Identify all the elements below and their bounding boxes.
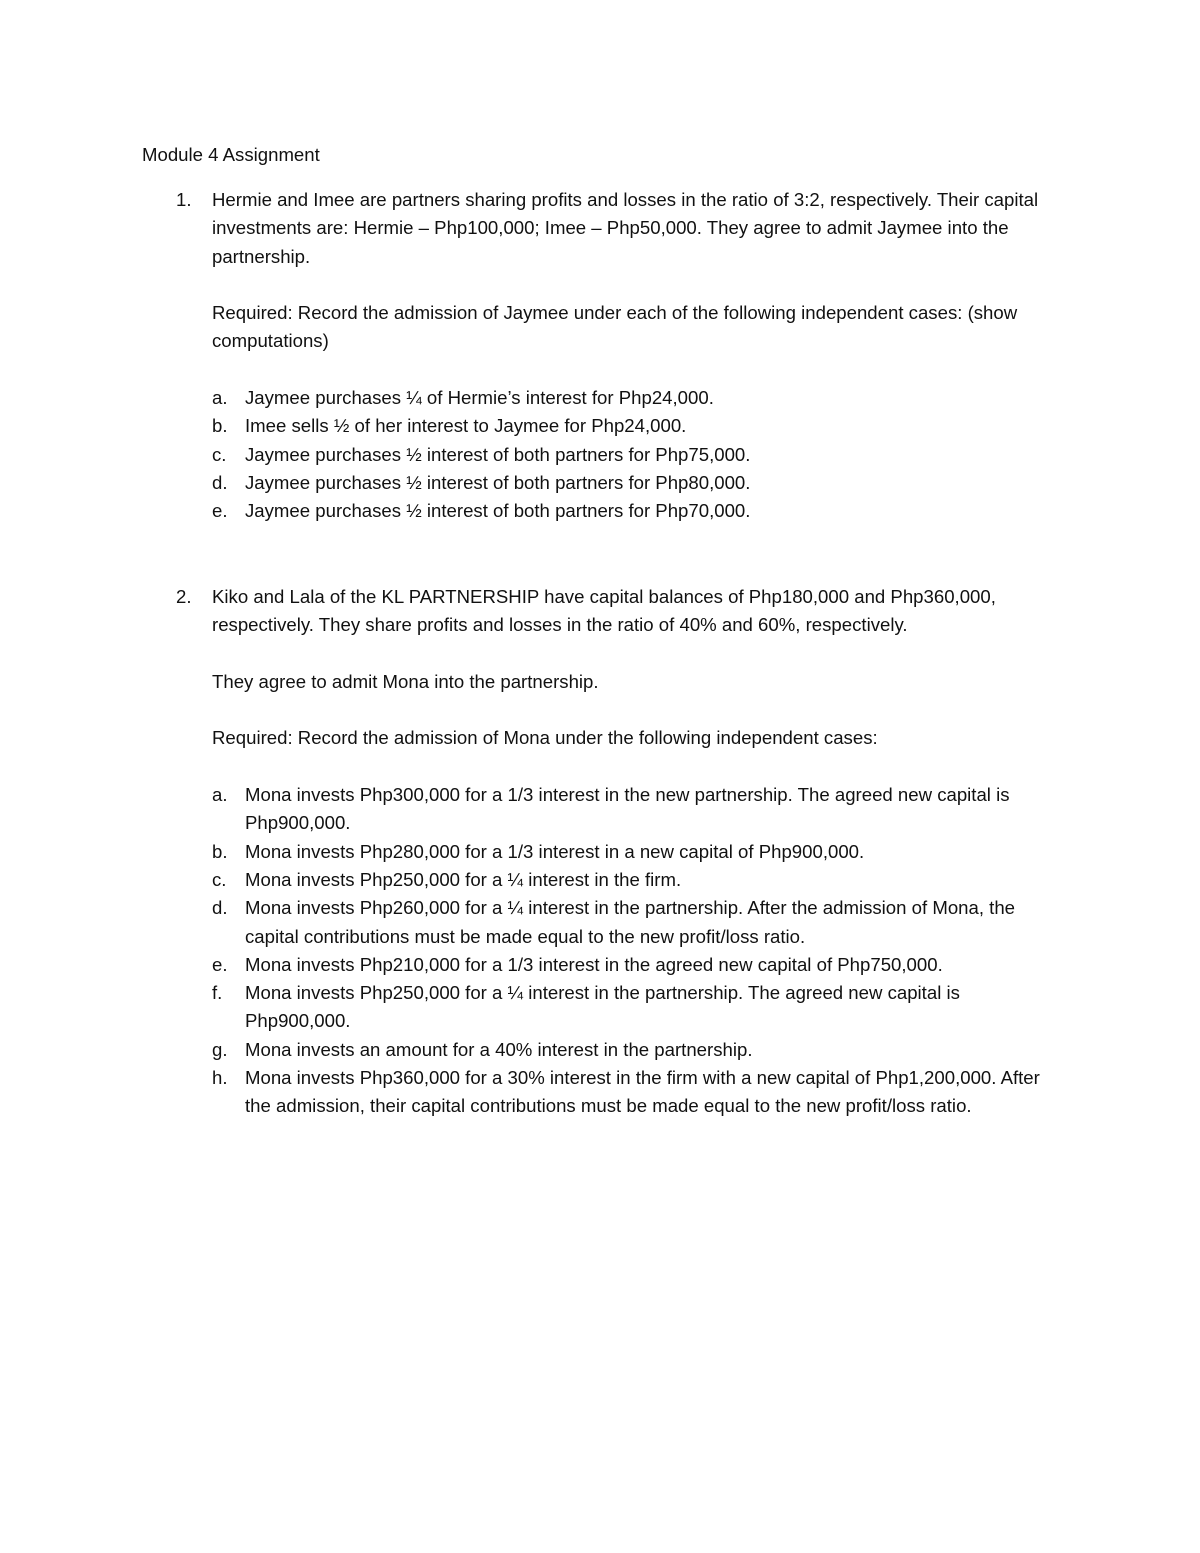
case-text: Jaymee purchases ½ interest of both partners for Php70,000. [245, 500, 751, 522]
case-letter: e. [212, 953, 228, 975]
case-item [212, 412, 1060, 440]
case-letter: b. [212, 840, 228, 862]
case-list [212, 384, 1060, 525]
case-item [212, 894, 1060, 951]
case-text: Mona invests Php280,000 for a 1/3 interest in a new capital of Php900,000. [245, 840, 865, 862]
question-required: Required: Record the admission of Jaymee under each of the following independent cases: (show computations) [212, 302, 1018, 352]
case-letter: e. [212, 500, 228, 522]
case-text: Mona invests Php210,000 for a 1/3 interest in the agreed new capital of Php750,000. [245, 953, 943, 975]
case-letter: d. [212, 471, 228, 493]
question-required: Required: Record the admission of Mona under the following independent cases: [212, 727, 878, 749]
case-text: Jaymee purchases ½ interest of both partners for Php80,000. [245, 471, 751, 493]
question-intro: Hermie and Imee are partners sharing profits and losses in the ratio of 3:2, respectively. Their capital investments are: Hermie – Php100,000; Imee – Php50,000. They agree to admit Jaymee into the partnership. [212, 189, 1039, 267]
case-item [212, 497, 1060, 525]
case-item [212, 866, 1060, 894]
case-text: Mona invests Php250,000 for a ¼ interest in the partnership. The agreed new capital is Php900,000. [245, 982, 960, 1032]
case-text: Mona invests Php260,000 for a ¼ interest in the partnership. After the admission of Mona, the capital contributions must be made equal to the new profit/loss ratio. [245, 897, 1016, 947]
case-letter: h. [212, 1067, 228, 1089]
case-text: Jaymee purchases ½ interest of both partners for Php75,000. [245, 443, 751, 465]
question-agreement: They agree to admit Mona into the partnership. [212, 670, 599, 692]
case-letter: g. [212, 1038, 228, 1060]
case-item [212, 781, 1060, 838]
case-text: Imee sells ½ of her interest to Jaymee for Php24,000. [245, 415, 687, 437]
question-number: 1. [176, 189, 192, 210]
case-item [212, 838, 1060, 866]
case-item [212, 441, 1060, 469]
case-letter: a. [212, 784, 228, 806]
case-item [212, 979, 1060, 1036]
question-body [212, 583, 1060, 1121]
case-item [212, 951, 1060, 979]
case-letter: c. [212, 443, 227, 465]
case-text: Mona invests Php300,000 for a 1/3 interest in the new partnership. The agreed new capital is Php900,000. [245, 784, 1010, 834]
case-text: Jaymee purchases ¼ of Hermie’s interest for Php24,000. [245, 387, 714, 409]
case-text: Mona invests an amount for a 40% interest in the partnership. [245, 1038, 753, 1060]
case-letter: c. [212, 868, 227, 890]
case-item [212, 1064, 1060, 1121]
case-text: Mona invests Php250,000 for a ¼ interest in the firm. [245, 868, 682, 890]
question-body [212, 186, 1060, 526]
case-letter: d. [212, 897, 228, 919]
case-text: Mona invests Php360,000 for a 30% interest in the firm with a new capital of Php1,200,000. After the admission, their capital contributions must be made equal to the new profit/loss ratio. [245, 1067, 1040, 1117]
question-intro: Kiko and Lala of the KL PARTNERSHIP have capital balances of Php180,000 and Php360,000, respectively. They share profits and losses in the ratio of 40% and 60%, respectively. [212, 586, 996, 636]
case-item [212, 469, 1060, 497]
case-letter: a. [212, 387, 228, 409]
document-title: Module 4 Assignment [142, 144, 320, 165]
case-letter: b. [212, 415, 228, 437]
case-letter: f. [212, 982, 223, 1004]
case-item [212, 384, 1060, 412]
case-list [212, 781, 1060, 1121]
case-item [212, 1036, 1060, 1064]
question-number: 2. [176, 586, 192, 607]
